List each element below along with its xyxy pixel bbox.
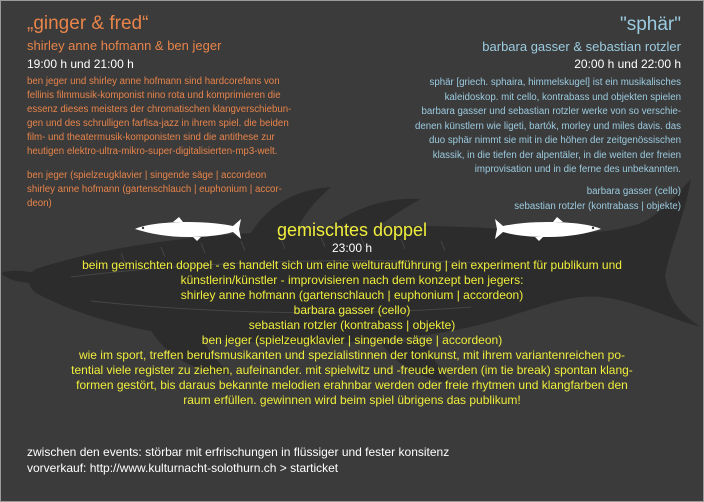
- text-line: künstlerin/künstler - improvisieren nach dem konzept ben jegers:: [180, 273, 524, 287]
- text-line: raum erfüllen. gewinnen wird beim spiel übrigens das publikum!: [183, 393, 521, 407]
- ginger-description: [27, 75, 347, 159]
- footer-note: zwischen den events: störbar mit erfrischungen in flüssiger und fester konsitenz: [27, 445, 450, 459]
- text-line: kaleidoskop. mit cello, kontrabass und objekten spielen: [444, 91, 681, 103]
- text-line: formen gestört, bis daraus bekannte melodien erahnbar werden oder freie rhytmen und klangfarben den: [76, 378, 628, 392]
- sphaer-credits: [359, 185, 681, 214]
- credit-line: ben jeger (spielzeugklavier | singende säge | accordeon: [27, 170, 267, 181]
- doppel-description: [1, 258, 703, 408]
- sphaer-description: [359, 76, 681, 178]
- ginger-title: „ginger & fred“: [27, 13, 149, 34]
- credit-line: barbara gasser (cello): [586, 186, 681, 197]
- doppel-title: gemischtes doppel: [276, 220, 428, 240]
- text-line: heutigen elektro-ultra-mikro-super-digitalisierten-mp3-welt.: [27, 146, 278, 157]
- sphaer-title: "sphär": [619, 14, 681, 35]
- footer-presale: vorverkauf: http://www.kulturnacht-solothurn.ch > starticket: [27, 461, 339, 475]
- text-line: essenz dieses meisters der chromatischen klangverschiebun-: [27, 104, 292, 115]
- text-line: klassik, in die tiefen der alpentäler, in die weiten der freien: [432, 149, 681, 161]
- ginger-times: 19:00 h und 21:00 h: [27, 57, 134, 71]
- text-line: duo sphär nimmt sie mit in die höhen der zeitgenössischen: [428, 135, 681, 146]
- text-line: shirley anne hofmann (gartenschlauch | euphonium | accordeon): [180, 288, 524, 302]
- text-line: barbara gasser (cello): [293, 303, 411, 317]
- text-line: barbara gasser und sebastian rotzler werke von so verschie-: [421, 106, 681, 117]
- text-line: wie im sport, treffen berufsmusikanten und spezialistinnen der tonkunst, mit ihrem variantenreichen po-: [78, 348, 626, 362]
- text-line: improvisation und in die ferne des unbekannten.: [474, 164, 681, 175]
- credit-line: shirley anne hofmann (gartenschlauch | euphonium | accor-: [27, 184, 282, 195]
- ginger-artists: shirley anne hofmann & ben jeger: [27, 38, 222, 53]
- sphaer-artists: barbara gasser & sebastian rotzler: [482, 39, 681, 54]
- credit-line: sebastian rotzler (kontrabass | objekte): [514, 200, 681, 212]
- sphaer-times: 20:00 h und 22:00 h: [574, 57, 681, 71]
- text-line: denen künstlern wie ligeti, bartók, morley und miles davis. das: [415, 120, 681, 132]
- text-line: ben jeger (spielzeugklavier | singende säge | accordeon): [201, 333, 503, 347]
- text-line: ben jeger und shirley anne hofmann sind hardcorefans von: [27, 76, 280, 87]
- text-line: beim gemischten doppel - es handelt sich um eine welturaufführung | ein experiment für publikum und: [82, 258, 622, 272]
- text-line: gen und des schrulligen farfisa-jazz in ihrem spiel. die beiden: [27, 118, 289, 129]
- text-line: fellinis filmmusik-komponist nino rota und komprimieren die: [27, 90, 281, 101]
- doppel-time: 23:00 h: [331, 241, 373, 255]
- text-line: sebastian rotzler (kontrabass | objekte): [248, 318, 456, 332]
- text-line: film- und theatermusik-komponisten sind die antithese zur: [27, 132, 275, 143]
- text-line: sphär [griech. sphaira, himmelskugel] ist ein musikalisches: [429, 77, 681, 88]
- credit-line: deon): [27, 198, 52, 209]
- text-line: tential viele register zu ziehen, aufeinander. mit spielwitz und -freude werden (im tie break) spontan klang-: [71, 363, 633, 377]
- ginger-credits: [27, 169, 347, 211]
